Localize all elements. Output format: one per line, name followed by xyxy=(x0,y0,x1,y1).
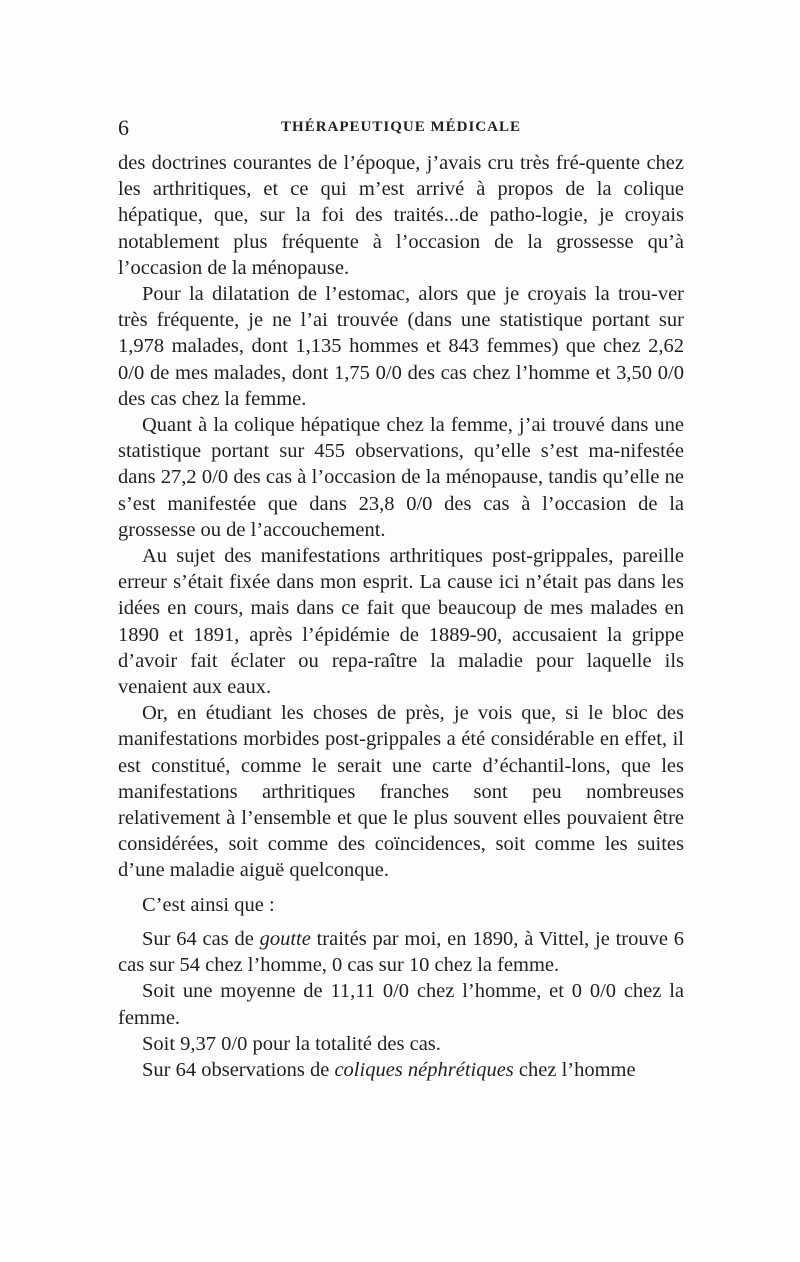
page-header xyxy=(118,116,684,140)
body-text xyxy=(118,150,684,1083)
paragraph-10-lead: Sur 64 observations de xyxy=(142,1058,335,1081)
paragraph-8: Soit une moyenne de 11,11 0/0 chez l’homme, et 0 0/0 chez la femme. xyxy=(118,980,684,1029)
paragraph-7-rest: traités par moi, en 1890, à Vittel, je trouve 6 cas sur 54 chez l’homme, 0 cas sur 10 chez la femme. xyxy=(118,927,684,977)
paragraph-10 xyxy=(118,1057,684,1083)
running-title: THÉRAPEUTIQUE MÉDICALE xyxy=(281,119,521,135)
page-number: 6 xyxy=(118,115,129,140)
paragraph-2: Pour la dilatation de l’estomac, alors que je croyais la trou-ver très fréquente, je ne l’ai trouvée (dans une statistique portant sur 1,978 malades, dont 1,135 hommes et 843 femmes) que chez 2,62 0/0 de mes malades, dont 1,75 0/0 des cas chez l’homme et 3,50 0/0 des cas chez la femme. xyxy=(118,283,684,410)
paragraph-5: Or, en étudiant les choses de près, je vois que, si le bloc des manifestations morbides post-grippales a été considérable en effet, il est constitué, comme le serait une carte d’échantil-lons, que les manifestations arthritiques franches sont peu nombreuses relativement à l’ensemble et que le plus souvent elles pouvaient être considérées, soit comme des coïncidences, soit comme les suites d’une maladie aiguë quelconque. xyxy=(118,702,684,882)
paragraph-10-italic: coliques néphrétiques xyxy=(334,1058,514,1081)
paragraph-9: Soit 9,37 0/0 pour la totalité des cas. xyxy=(142,1032,441,1055)
paragraph-7-lead: Sur 64 cas de xyxy=(142,927,260,950)
paragraph-4: Au sujet des manifestations arthritiques post-grippales, pareille erreur s’était fixée dans mon esprit. La cause ici n’était pas dans les idées en cours, mais dans ce fait que beaucoup de mes malades en 1890 et 1891, après l’épidémie de 1889-90, accusaient la grippe d’avoir fait éclater ou repa-raître la maladie pour laquelle ils venaient aux eaux. xyxy=(118,545,684,699)
paragraph-7-italic: goutte xyxy=(259,927,311,950)
paragraph-6: C’est ainsi que : xyxy=(142,893,275,916)
paragraph-7 xyxy=(118,926,684,978)
paragraph-1: des doctrines courantes de l’époque, j’avais cru très fré-quente chez les arthritiques, et ce qui m’est arrivé à propos de la colique hépatique, que, sur la foi des traités...de patho-logie, je croyais notablement plus fréquente à l’occasion de la grossesse qu’à l’occasion de la ménopause. xyxy=(118,152,684,279)
paragraph-3: Quant à la colique hépatique chez la femme, j’ai trouvé dans une statistique portant sur 455 observations, qu’elle s’est ma-nifestée dans 27,2 0/0 des cas à l’occasion de la ménopause, tandis qu’elle ne s’est manifestée que dans 23,8 0/0 des cas à l’occasion de la grossesse ou de l’accouchement. xyxy=(118,414,684,541)
paragraph-10-rest: chez l’homme xyxy=(513,1058,636,1081)
